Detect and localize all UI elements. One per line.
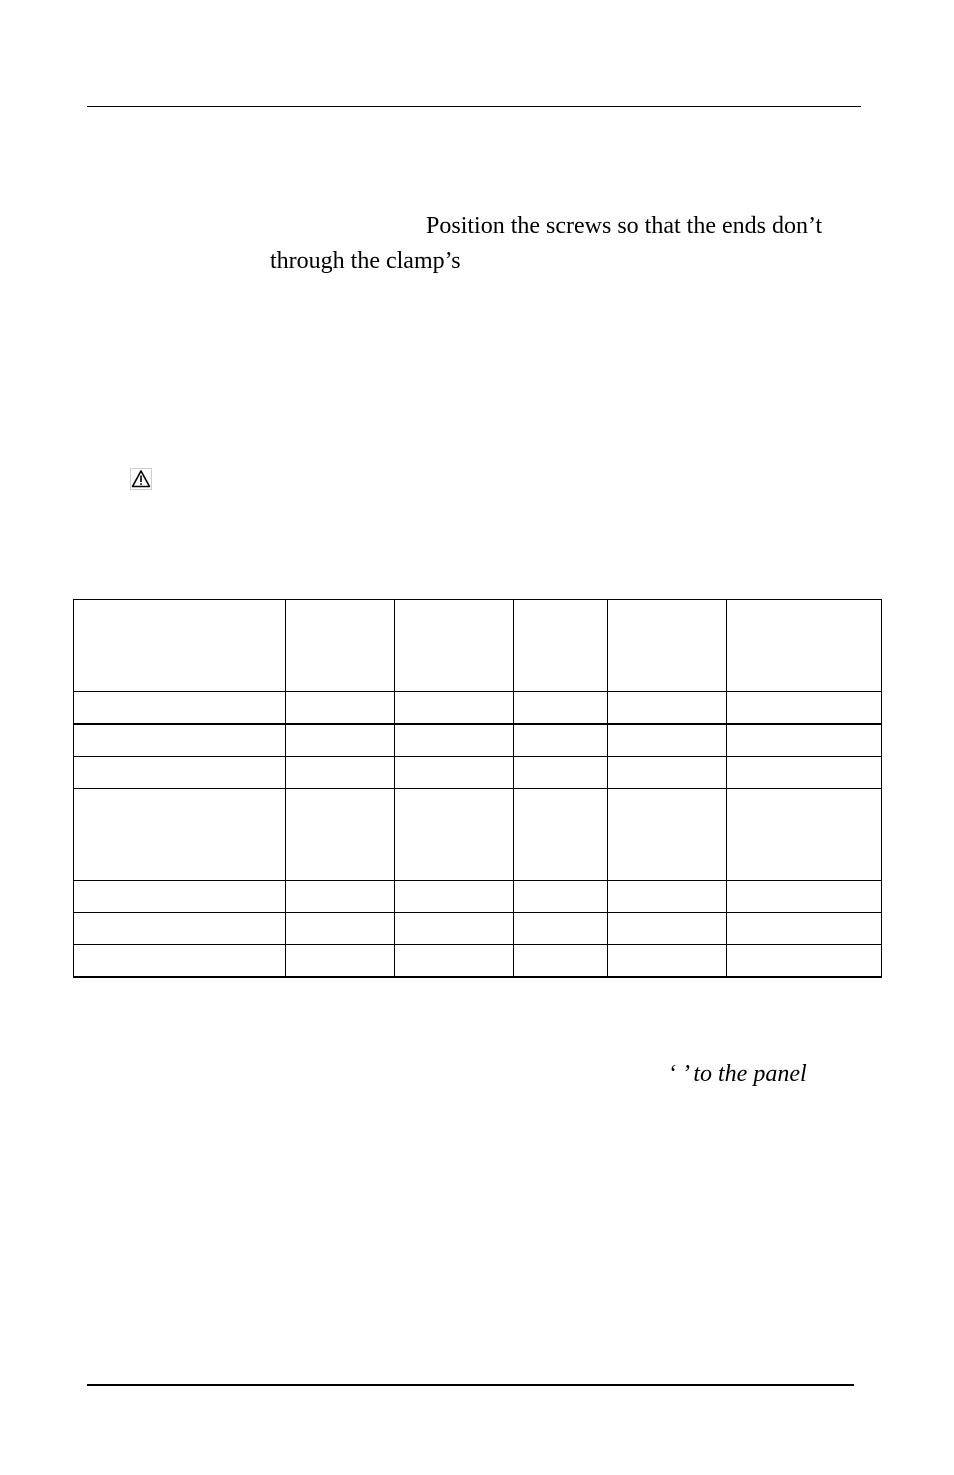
table-header-row [74, 600, 882, 692]
table-cell [395, 600, 514, 692]
table-cell [286, 913, 395, 945]
table-cell [514, 692, 608, 725]
table-cell [727, 913, 882, 945]
table-cell [286, 789, 395, 881]
table-cell [395, 913, 514, 945]
table-cell [395, 945, 514, 978]
table-cell [727, 881, 882, 913]
table-cell [608, 692, 727, 725]
table-cell [74, 881, 286, 913]
table-cell [514, 913, 608, 945]
warning-triangle-icon [130, 468, 152, 490]
table-cell [514, 945, 608, 978]
spec-table [73, 599, 882, 978]
header-rule [87, 106, 861, 107]
table-cell [395, 789, 514, 881]
table-cell [395, 757, 514, 789]
table-cell [608, 913, 727, 945]
table-cell [395, 692, 514, 725]
table-cell [74, 757, 286, 789]
table-cell [608, 600, 727, 692]
body-text-line-1: Position the screws so that the ends don’t [426, 213, 823, 239]
table-cell [608, 757, 727, 789]
table-cell [286, 600, 395, 692]
table-cell [395, 881, 514, 913]
footer-rule [87, 1384, 854, 1386]
table-cell [727, 600, 882, 692]
table-cell [514, 757, 608, 789]
table-cell [514, 724, 608, 757]
table-cell [514, 600, 608, 692]
table-cell [74, 724, 286, 757]
table-cell [727, 757, 882, 789]
table-cell [514, 881, 608, 913]
table-cell [395, 724, 514, 757]
table-row [74, 881, 882, 913]
table-cell [727, 692, 882, 725]
table-cell [727, 789, 882, 881]
table-cell [286, 692, 395, 725]
table-row [74, 945, 882, 978]
table-cell [286, 945, 395, 978]
body-text-line-2: through the clamp’s [270, 248, 461, 274]
table-cell [514, 789, 608, 881]
table-cell [608, 945, 727, 978]
table-cell [286, 724, 395, 757]
table-cell [74, 913, 286, 945]
table-row [74, 789, 882, 881]
table-cell [608, 789, 727, 881]
table-cell [608, 724, 727, 757]
italic-text-fragment: ‘ ’ to the panel [668, 1061, 807, 1087]
table-cell [727, 945, 882, 978]
table-cell [74, 789, 286, 881]
table-row [74, 913, 882, 945]
table-cell [286, 881, 395, 913]
table-cell [286, 757, 395, 789]
table-cell [74, 692, 286, 725]
table-cell [608, 881, 727, 913]
table-row [74, 757, 882, 789]
table-cell [74, 600, 286, 692]
table-cell [727, 724, 882, 757]
table-row [74, 692, 882, 725]
table-row [74, 724, 882, 757]
table-cell [74, 945, 286, 978]
